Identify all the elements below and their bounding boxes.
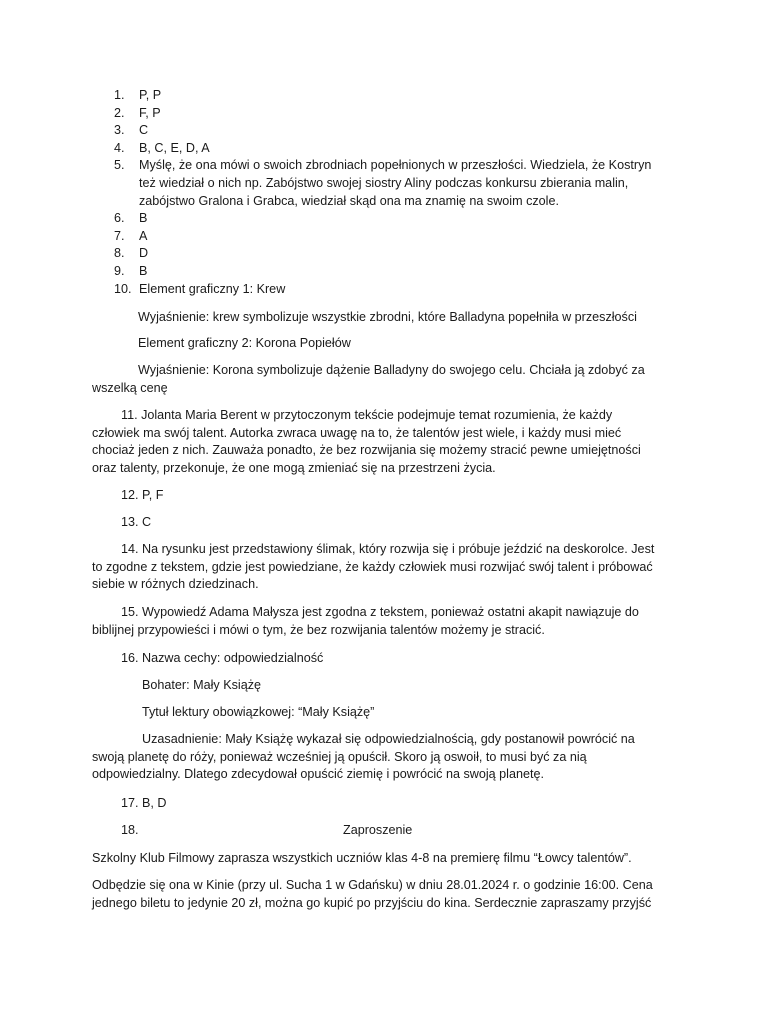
paragraph-16-justification xyxy=(92,731,676,784)
list-item xyxy=(92,140,682,158)
list-number: 5. xyxy=(114,158,125,173)
invitation-line-1: Szkolny Klub Filmowy zaprasza wszystkich uczniów klas 4-8 na premierę filmu “Łowcy talentów”. xyxy=(92,851,632,865)
list-text: Element graficzny 1: Krew xyxy=(139,281,286,296)
list-item xyxy=(92,245,682,263)
list-number: 7. xyxy=(114,228,125,243)
answer-list xyxy=(92,87,682,298)
paragraph-10-explanation-1: Wyjaśnienie: krew symbolizuje wszystkie zbrodni, które Balladyna popełniła w przeszłości xyxy=(138,310,637,324)
text-line: 14. Na rysunku jest przedstawiony ślimak, który rozwija się i próbuje jeździć na deskorolce. Jest xyxy=(121,542,655,556)
paragraph-10-explanation-2 xyxy=(92,362,676,397)
list-text-line: Myślę, że ona mówi o swoich zbrodniach popełnionych w przeszłości. Wiedziela, że Kostryn xyxy=(139,158,652,173)
list-text-line: też wiedział o nich np. Zabójstwo swojej siostry Aliny podczas konkursu zbierania malin, xyxy=(139,175,629,190)
paragraph-14 xyxy=(92,541,676,594)
list-number: 9. xyxy=(114,263,125,278)
text-line: Wyjaśnienie: Korona symbolizuje dążenie Balladyny do swojego celu. Chciała ją zdobyć za xyxy=(138,363,645,377)
text-line: odpowiedzialny. Dlatego zdecydował opuścić ziemię i powrócić na swoją planetę. xyxy=(92,767,544,782)
list-text-line: zabójstwo Gralona i Grabca, wiedział skąd ona ma znamię na swoim czole. xyxy=(139,193,559,208)
paragraph-16-hero: Bohater: Mały Książę xyxy=(142,678,261,692)
list-item xyxy=(92,157,682,210)
paragraph-18-heading xyxy=(92,822,676,840)
text-line: jednego biletu to jedynie 20 zł, można go kupić po przyjściu do kina. Serdecznie zapraszamy przyjść xyxy=(92,895,652,910)
list-number: 3. xyxy=(114,123,125,138)
list-item xyxy=(92,228,682,246)
invitation-title: Zaproszenie xyxy=(343,823,413,837)
text-line: swoją planetę do róży, ponieważ wcześniej ją opuścił. Skoro ją oswoił, to musi być za nią xyxy=(92,749,587,764)
paragraph-17: 17. B, D xyxy=(121,796,167,810)
text-line: to zgodne z tekstem, gdzie jest powiedziane, że każdy człowiek musi rozwijać swój talent i próbować xyxy=(92,559,653,574)
text-line: siebie w różnych dziedzinach. xyxy=(92,577,259,592)
list-text: A xyxy=(139,228,148,243)
paragraph-11 xyxy=(92,407,676,477)
paragraph-18-number: 18. xyxy=(121,823,139,837)
list-item xyxy=(92,122,682,140)
list-text: F, P xyxy=(139,105,161,120)
invitation-paragraph-2 xyxy=(92,877,676,912)
text-line: 11. Jolanta Maria Berent w przytoczonym tekście podejmuje temat rozumienia, że każdy xyxy=(121,408,613,422)
list-item xyxy=(92,281,682,299)
list-number: 10. xyxy=(114,281,132,296)
list-number: 6. xyxy=(114,211,125,226)
paragraph-10-element-2: Element graficzny 2: Korona Popiełów xyxy=(138,336,351,350)
text-line: chociaż jeden z nich. Zauważa ponadto, że bez rozwijania się możemy stracić pewne umiejętności xyxy=(92,443,641,458)
list-text: B xyxy=(139,263,148,278)
text-line: 15. Wypowiedź Adama Małysza jest zgodna z tekstem, ponieważ ostatni akapit nawiązuje do xyxy=(121,605,639,619)
list-item xyxy=(92,210,682,228)
text-line: wszelką cenę xyxy=(92,380,168,395)
paragraph-13: 13. C xyxy=(121,515,152,529)
list-text: B, C, E, D, A xyxy=(139,140,210,155)
list-text: D xyxy=(139,246,149,261)
list-item xyxy=(92,105,682,123)
list-number: 8. xyxy=(114,246,125,261)
list-text: P, P xyxy=(139,88,162,102)
text-line: człowiek ma swój talent. Autorka zwraca uwagę na to, że talentów jest wiele, i każdy musi mieć xyxy=(92,425,622,440)
list-number: 1. xyxy=(114,88,125,102)
list-text: C xyxy=(139,123,149,138)
text-line: biblijnej przypowieści i mówi o tym, że bez rozwijania talentów możemy je stracić. xyxy=(92,622,545,637)
list-item xyxy=(92,263,682,281)
list-item xyxy=(92,87,682,105)
paragraph-12: 12. P, F xyxy=(121,488,164,502)
list-text: B xyxy=(139,211,148,226)
paragraph-15 xyxy=(92,604,676,639)
text-line: Odbędzie się ona w Kinie (przy ul. Sucha 1 w Gdańsku) w dniu 28.01.2024 r. o godzinie 16:00. Cena xyxy=(92,878,653,892)
list-number: 2. xyxy=(114,105,125,120)
list-number: 4. xyxy=(114,140,125,155)
text-line: oraz talenty, przekonuje, że one mogą zmieniać się na przestrzeni życia. xyxy=(92,460,496,475)
paragraph-16-title: Tytuł lektury obowiązkowej: “Mały Książę” xyxy=(142,705,375,719)
paragraph-16-trait: 16. Nazwa cechy: odpowiedzialność xyxy=(121,651,324,665)
text-line: Uzasadnienie: Mały Książę wykazał się odpowiedzialnością, gdy postanowił powrócić na xyxy=(142,732,635,746)
